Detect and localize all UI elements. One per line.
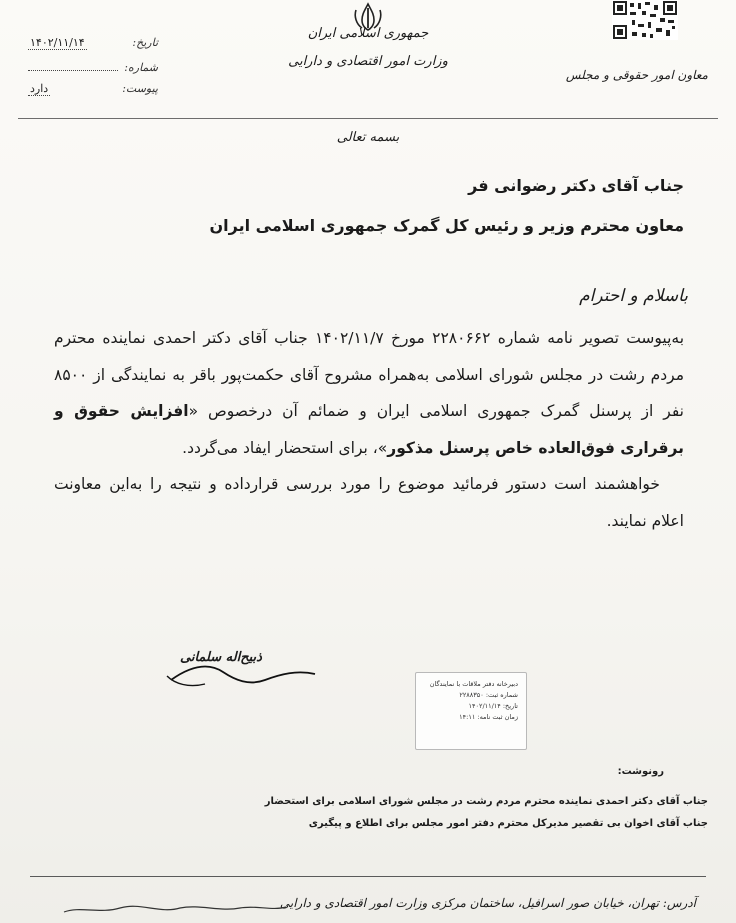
meta-number-label: شماره: — [124, 61, 158, 74]
body-paragraph-1 — [54, 320, 684, 466]
stamp-time: زمان ثبت نامه: ۱۴:۱۱ — [459, 713, 518, 721]
footer-handwriting-scribble — [60, 900, 290, 918]
footer-divider — [30, 876, 706, 877]
footer-address: آدرس: تهران، خیابان صور اسرافیل، ساختمان مرکزی وزارت امور اقتصادی و دارایی — [279, 896, 696, 910]
body-p1-ending: »، برای استحضار ایفاد می‌گردد. — [182, 438, 388, 457]
meta-date-label: تاریخ: — [132, 36, 158, 49]
stamp-office: دبیرخانه دفتر ملاقات با نمایندگان — [429, 680, 518, 688]
greeting: باسلام و احترام — [579, 286, 688, 306]
basmala: بسمه تعالی — [336, 130, 400, 145]
signature-name: ذبیح‌اله سلمانی — [180, 650, 262, 665]
stamp-date: تاریخ: ۱۴۰۲/۱۱/۱۴ — [468, 702, 518, 710]
header-country: جمهوری اسلامی ایران — [307, 26, 429, 41]
addressee-title: معاون محترم وزیر و رئیس کل گمرک جمهوری اسلامی ایران — [209, 216, 684, 235]
body-p1-text: به‌پیوست تصویر نامه شماره ۲۲۸۰۶۶۲ مورخ ۱۴۰۲/۱۱/۷ جناب آقای دکتر احمدی نماینده محترم مردم رشت در مجلس شورای اسلامی به‌همراه مشروح آقای حکمت‌پور باقر به نمایندگی از ۸۵۰۰ نفر از پرسنل گمرک جمهوری اسلامی ایران و ضمائم آن درخصوص « — [54, 329, 685, 420]
meta-number-blank — [28, 60, 118, 71]
stamp-number: شماره ثبت: ۲۲۸۸۳۵۰ — [459, 691, 518, 699]
meta-attachment-value: دارد — [30, 82, 49, 95]
meta-date-value: ۱۴۰۲/۱۱/۱۴ — [30, 36, 85, 49]
body-p1-subject: افزایش حقوق و برقراری فوق‌العاده خاص پرسنل مذکور — [54, 402, 684, 457]
addressee-name: جناب آقای دکتر رضوانی فر — [468, 176, 684, 195]
meta-attachment — [28, 82, 158, 96]
cc-title: رونوشت: — [617, 766, 664, 777]
header-deputy: معاون امور حقوقی و مجلس — [565, 68, 708, 82]
header-divider — [18, 118, 718, 119]
meta-date — [28, 36, 158, 50]
letter-body — [54, 320, 684, 539]
meta-number — [28, 60, 158, 74]
cc-recipient-2: جناب آقای اخوان بی تقصیر مدیرکل محترم دفتر امور مجلس برای اطلاع و پیگیری — [308, 818, 708, 829]
header-ministry: وزارت امور اقتصادی و دارایی — [288, 54, 448, 69]
signature-scribble — [165, 640, 325, 700]
cc-recipient-1: جناب آقای دکتر احمدی نماینده محترم مردم رشت در مجلس شورای اسلامی برای استحضار — [264, 796, 708, 807]
registration-stamp — [415, 672, 527, 750]
qr-code-icon — [612, 0, 678, 40]
body-paragraph-2: خواهشمند است دستور فرمائید موضوع را مورد بررسی قرارداده و نتیجه را به‌این معاونت اعلام نمایند. — [54, 475, 684, 530]
meta-attachment-label: پیوست: — [122, 82, 158, 95]
